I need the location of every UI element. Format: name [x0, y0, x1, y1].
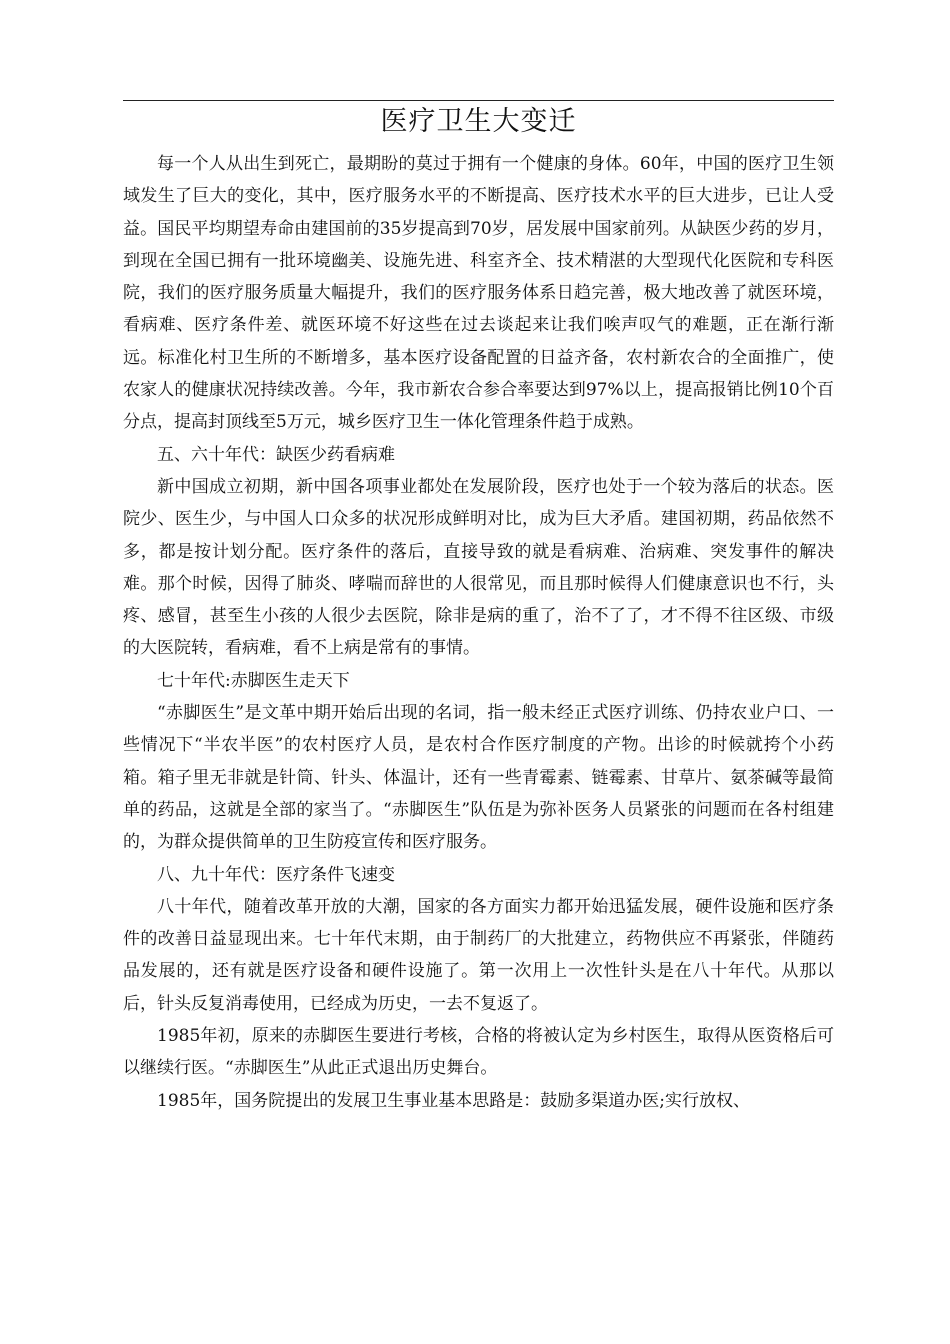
section-paragraph-1970s: “赤脚医生”是文革中期开始后出现的名词，指一般未经正式医疗训练、仍持农业户口、一些情况下“半农半医”的农村医疗人员，是农村合作医疗制度的产物。出诊的时候就挎个小药箱。箱子里无非就是针筒、针头、体温计，还有一些青霉素、链霉素、甘草片、氨茶碱等最简单的药品，这就是全部的家当了。“赤脚医生”队伍是为弥补医务人员紧张的问题而在各村组建的，为群众提供简单的卫生防疫宣传和医疗服务。 — [123, 703, 834, 853]
document-title: 医疗卫生大变迁 — [380, 106, 577, 137]
section-paragraph-1985-policy: 1985年，国务院提出的发展卫生事业基本思路是：鼓励多渠道办医;实行放权、 — [157, 1090, 750, 1111]
section-paragraph-1980s: 八十年代，随着改革开放的大潮，国家的各方面实力都开始迅猛发展，硬件设施和医疗条件的改善日益显现出来。七十年代末期，由于制药厂的大批建立，药物供应不再紧张，伴随药品发展的，还有就是医疗设备和硬件设施了。第一次用上一次性针头是在八十年代。从那以后，针头反复消毒使用，已经成为历史，一去不复返了。 — [123, 896, 834, 1014]
header-rule — [123, 100, 834, 101]
section-paragraph-1950s-60s: 新中国成立初期，新中国各项事业都处在发展阶段，医疗也处于一个较为落后的状态。医院少、医生少，与中国人口众多的状况形成鲜明对比，成为巨大矛盾。建国初期，药品依然不多，都是按计划分配。医疗条件的落后，直接导致的就是看病难、治病难、突发事件的解决难。那个时候，因得了肺炎、哮喘而辞世的人很常见，而且那时候得人们健康意识也不行，头疼、感冒，甚至生小孩的人很少去医院，除非是病的重了，治不了了，才不得不往区级、市级的大医院转，看病难，看不上病是常有的事情。 — [123, 476, 834, 659]
section-paragraph-1985-early: 1985年初，原来的赤脚医生要进行考核，合格的将被认定为乡村医生，取得从医资格后可以继续行医。“赤脚医生”从此正式退出历史舞台。 — [123, 1026, 834, 1079]
section-heading-1950s-60s: 五、六十年代：缺医少药看病难 — [157, 444, 395, 465]
section-heading-1970s: 七十年代:赤脚医生走天下 — [157, 670, 350, 691]
intro-paragraph: 每一个人从出生到死亡，最期盼的莫过于拥有一个健康的身体。60年，中国的医疗卫生领域发生了巨大的变化，其中，医疗服务水平的不断提高、医疗技术水平的巨大进步，已让人受益。国民平均期望寿命由建国前的35岁提高到70岁，居发展中国家前列。从缺医少药的岁月，到现在全国已拥有一批环境幽美、设施先进、科室齐全、技术精湛的大型现代化医院和专科医院，我们的医疗服务质量大幅提升，我们的医疗服务体系日趋完善，极大地改善了就医环境，看病难、医疗条件差、就医环境不好这些在过去谈起来让我们唉声叹气的难题，正在渐行渐远。标准化村卫生所的不断增多，基本医疗设备配置的日益齐备，农村新农合的全面推广，使农家人的健康状况持续改善。今年，我市新农合参合率要达到97%以上，提高报销比例10个百分点，提高封顶线至5万元，城乡医疗卫生一体化管理条件趋于成熟。 — [123, 154, 834, 433]
document-page — [123, 0, 834, 1344]
document-body — [123, 148, 834, 1117]
section-heading-1980s-90s: 八、九十年代：医疗条件飞速变 — [157, 864, 395, 885]
